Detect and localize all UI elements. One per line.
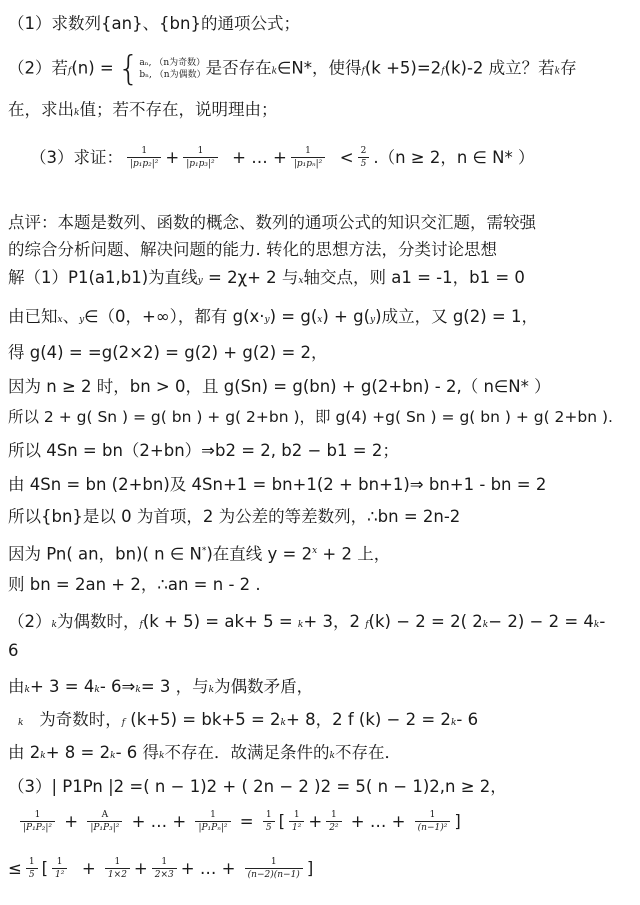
q2-cont-b: 值；若不存在，说明理由； [79,100,278,119]
ellipsis: + … + [232,148,287,167]
sum-fraction-3: $\frac{1}{\text{|P₁Pₙ|²}}$ [195,810,230,835]
k-symbol: k [94,685,100,695]
q2-mid: 是否存在 [205,58,272,78]
less-than: < [339,148,354,167]
x-symbol: x [317,315,323,325]
solution-part-2-line-2: 6 [8,641,19,660]
k-symbol: k [18,718,24,728]
solution-part-2-line-1: （2）k为偶数时，f(k + 5) = ak+ 5 = k+ 3，2 f(k) − 2 = 2( 2k− 2) − 2 = 4k- [8,612,606,631]
x-symbol: x [57,315,63,325]
case-even: bₙ, （n为偶数） [139,70,206,80]
solution-line-7: 由 4Sn = bn (2+bn)及 4Sn+1 = bn+1(2 + bn+1)⇒ bn+1 - bn = 2 [8,475,547,494]
x-symbol: x [298,276,304,286]
k-symbol: k [24,685,30,695]
k-symbol: k [135,685,141,695]
k-symbol: k [40,751,46,761]
piecewise-brace: { [117,49,140,89]
x-superscript: x [312,546,318,556]
solution-line-3: 得 g(4) = =g(2×2) = g(2) + g(2) = 2， [8,343,328,362]
star-superscript: * [201,546,207,556]
question-part-1: （1）求数列{an}、{bn}的通项公式； [8,14,300,33]
ineq-fraction-3: $\frac{1}{2\times 3}$ [152,857,177,882]
q2-end: 存 [560,58,577,78]
ineq-fraction-2: $\frac{1}{1\times 2}$ [105,857,130,882]
sum-fraction-1: $\frac{1}{\text{|P₁P₂|²}}$ [20,810,55,835]
k-symbol: k [280,718,287,728]
ineq-fraction-1: $\frac{1}{\text{1²}}$ [52,857,67,882]
question-part-2 [8,49,577,89]
solution-line-2: 由已知x、y∈（0，+∞），都有 g(x·y) = g(x) + g(y)成立，又 g(2) = 1， [8,307,538,326]
q2-cont-a: 在，求出 [8,100,74,119]
piecewise-cases [139,57,205,81]
fraction-4: $\frac{2}{5}$ [358,146,370,171]
solution-line-10: 则 bn = 2an + 2，∴an = n - 2 . [8,575,261,594]
k-symbol: k [554,66,561,77]
fraction-3: $\frac{1}{\text{|p₁pₙ|²}}$ [291,146,325,171]
plus-sign: + [165,148,180,167]
solution-line-5: 所以 2 + g( Sn ) = g( bn ) + g( 2+bn )，即 g(4) +g( Sn ) = g( bn ) + g( 2+bn ). [8,408,613,426]
k-symbol: k [74,108,80,118]
f-symbol: f [361,66,365,77]
y-symbol: y [264,315,270,325]
solution-part-3-line-1: （3）| P1Pn |2 =( n − 1)2 + ( 2n − 2 )2 = 5( n − 1)2,n ≥ 2， [8,777,507,796]
q2-eq1: (k +5)=2 [364,58,442,78]
fraction-1: $\frac{1}{\text{|p₁p₂|²}}$ [127,146,161,171]
commentary-line-1: 点评：本题是数列、函数的概念、数列的通项公式的知识交汇题，需较强 [8,213,536,232]
ineq-coef-fraction: $\frac{1}{5}$ [26,857,38,882]
q3-tail: .（n ≥ 2，n ∈ N* ） [373,148,535,167]
solution-line-1: 解（1）P1(a1,b1)为直线y = 2χ+ 2 与x轴交点，则 a1 = -1，b1 = 0 [8,268,525,287]
k-symbol: k [271,66,278,77]
k-symbol: k [51,620,57,630]
solution-line-8: 所以{bn}是以 0 为首项，2 为公差的等差数列，∴bn = 2n-2 [8,507,461,526]
y-symbol: y [197,276,203,286]
commentary-line-2: 的综合分析问题、解决问题的能力. 转化的思想方法，分类讨论思想 [8,240,497,259]
term-fraction-n: $\frac{1}{\text{(n−1)²}}$ [415,810,451,835]
k-symbol: k [297,620,304,630]
k-symbol: k [159,751,165,761]
f-symbol: f [139,620,143,630]
y-symbol: y [79,315,85,325]
solution-part-3-line-2: $\frac{1}{\text{|P₁P₂|²}}$ + $\frac{A}{\text{|P₁P₃|²}}$ + … + $\frac{1}{\text{|P₁Pₙ|²}}$ = $\frac{1}{5}$ [ $\frac{1}{\text{1²}}$ + $\frac{1}{\text{2²}}$ + … + $\frac{1}{\text{(n−1)²}}$ ] [16,810,461,835]
k-symbol: k [593,620,600,630]
solution-part-2-line-5: 由 2k+ 8 = 2k- 6 得k不存在．故满足条件的k不存在． [8,743,401,762]
solution-line-4: 因为 n ≥ 2 时，bn > 0，且 g(Sn) = g(bn) + g(2+bn) - 2,（ n∈N* ） [8,377,551,396]
f-symbol: f [441,66,445,77]
solution-part-2-line-4: k 为奇数时，f (k+5) = bk+5 = 2k+ 8，2 f (k) − 2 = 2k- 6 [18,710,479,729]
k-symbol: k [329,751,335,761]
solution-part-2-line-3: 由k+ 3 = 4k- 6⇒k= 3 ，与k为偶数矛盾， [8,677,314,696]
q2-lead: （2）若 [8,58,68,78]
term-fraction-2: $\frac{1}{\text{2²}}$ [326,810,341,835]
case-odd: aₙ, （n为奇数） [139,58,206,68]
k-symbol: k [110,751,116,761]
ineq-fraction-n: $\frac{1}{(n-2)(n-1)}$ [245,857,303,882]
f-symbol: f [121,718,126,728]
question-part-3 [30,146,535,171]
fraction-2: $\frac{1}{\text{|p₁p₃|²}}$ [183,146,217,171]
solution-line-6: 所以 4Sn = bn（2+bn）⇒b2 = 2, b2 − b1 = 2； [8,441,399,460]
term-fraction-1: $\frac{1}{\text{1²}}$ [289,810,304,835]
solution-part-3-line-3: ≤ $\frac{1}{5}$ [ $\frac{1}{\text{1²}}$ + $\frac{1}{1\times 2}$ + $\frac{1}{2\times 3}$ + … + $\frac{1}{(n-2)(n-1)}$ ] [8,857,314,880]
f-symbol: f [365,620,369,630]
k-symbol: k [208,685,215,695]
q2-cond: ∈N*，使得 [277,58,362,78]
y-symbol: y [370,315,376,325]
q2-eq2: (k)-2 成立？若 [444,58,555,78]
f-symbol: f [68,66,72,77]
coef-fraction: $\frac{1}{5}$ [263,810,275,835]
solution-line-9: 因为 Pn( an，bn)( n ∈ N*)在直线 $y = 2^x + 2$ 上， [8,544,391,564]
sum-fraction-2: $\frac{A}{\text{|P₁P₃|²}}$ [87,810,122,835]
k-symbol: k [450,718,457,728]
q2-fn: (n) = [71,58,114,78]
k-symbol: k [482,620,489,630]
q3-lead: （3）求证： [30,148,123,167]
question-part-2-cont [8,99,277,124]
